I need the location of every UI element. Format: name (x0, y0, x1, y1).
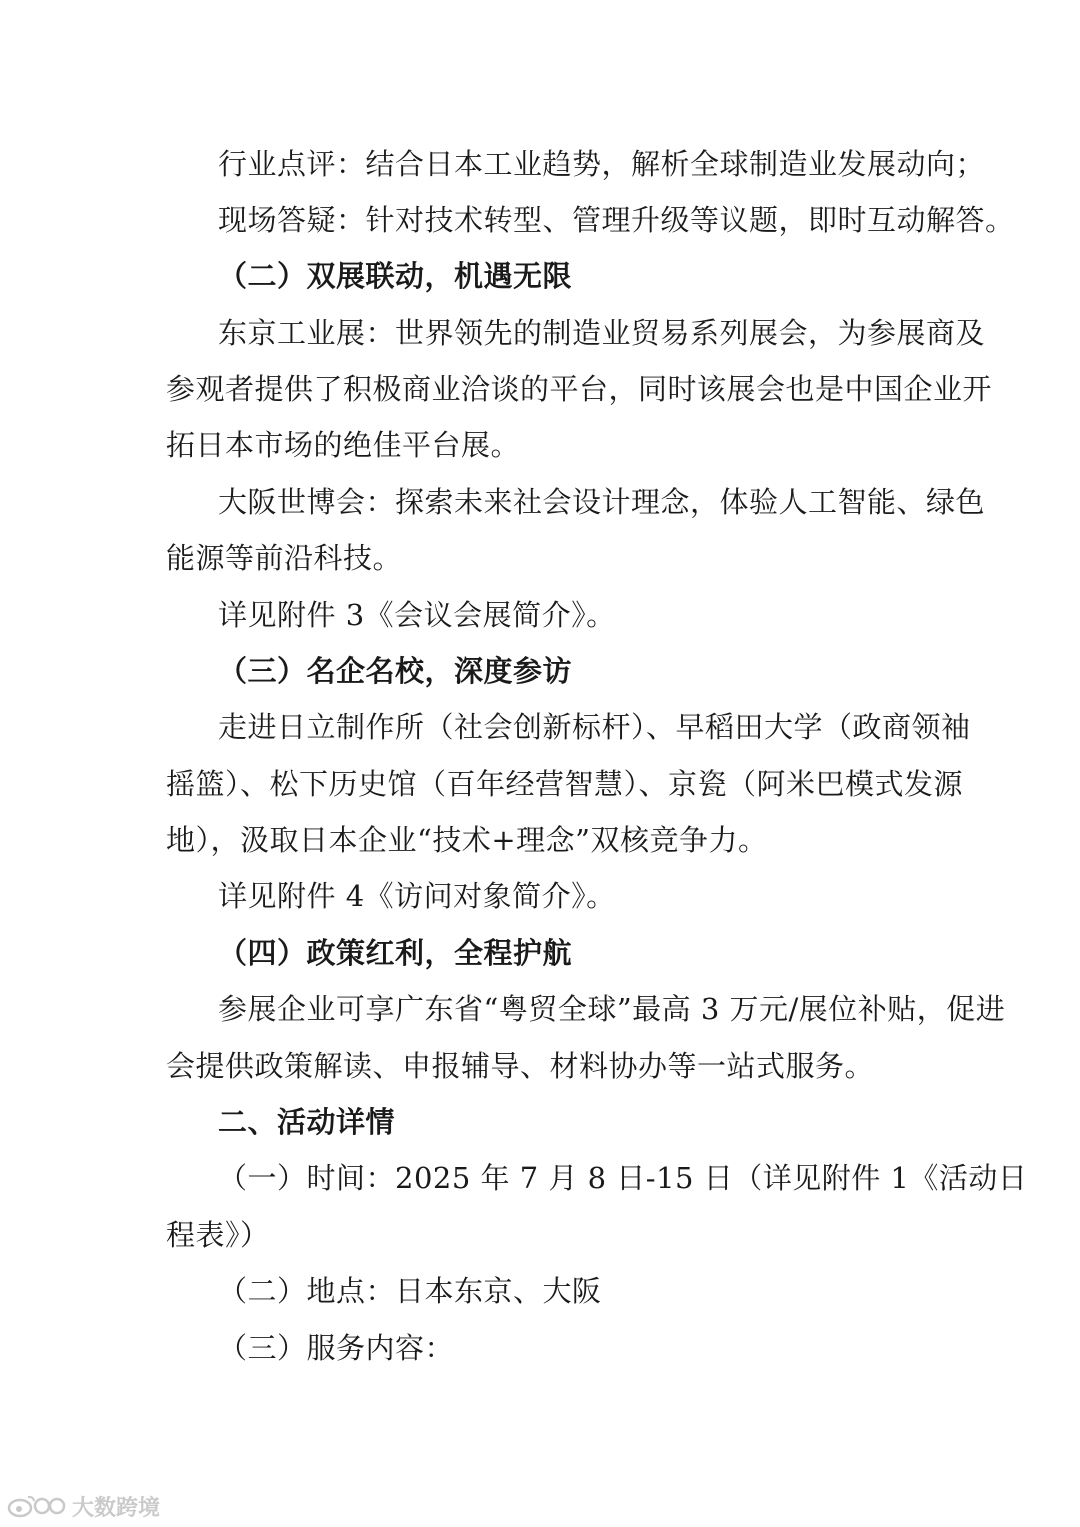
text-line: 走进日立制作所（社会创新标杆）、早稻田大学（政商领袖 (218, 710, 971, 744)
text-line: 参展企业可享广东省“粤贸全球”最高 3 万元/展位补贴，促进 (218, 992, 1006, 1026)
text-line: 大阪世博会：探索未来社会设计理念，体验人工智能、绿色 (218, 485, 986, 519)
text-line: （四）政策红利，全程护航 (218, 936, 573, 970)
text-line: 东京工业展：世界领先的制造业贸易系列展会，为参展商及 (218, 316, 986, 350)
weibo-logo-icon (6, 1492, 66, 1520)
text-line: （三）服务内容： (218, 1331, 455, 1365)
text-line: 地），汲取日本企业“技术+理念”双核竞争力。 (166, 823, 768, 857)
text-line: 二、活动详情 (218, 1105, 396, 1139)
text-line: 详见附件 4《访问对象简介》。 (218, 879, 616, 913)
text-line: （二）地点：日本东京、大阪 (218, 1274, 602, 1308)
text-line: 程表》） (166, 1218, 270, 1252)
text-line: 能源等前沿科技。 (166, 541, 403, 575)
text-line: 参观者提供了积极商业洽谈的平台，同时该展会也是中国企业开 (166, 372, 993, 406)
text-line: （一）时间：2025 年 7 月 8 日-15 日（详见附件 1《活动日 (218, 1161, 1028, 1195)
text-line: 行业点评：结合日本工业趋势，解析全球制造业发展动向； (218, 147, 986, 181)
text-line: 详见附件 3《会议会展简介》。 (218, 598, 616, 632)
text-line: 现场答疑：针对技术转型、管理升级等议题，即时互动解答。 (218, 203, 1015, 237)
text-line: （二）双展联动，机遇无限 (218, 259, 573, 293)
text-line: 会提供政策解读、申报辅导、材料协办等一站式服务。 (166, 1049, 875, 1083)
text-line: 拓日本市场的绝佳平台展。 (166, 428, 521, 462)
watermark (6, 1491, 160, 1521)
watermark-text: 大数跨境 (72, 1495, 161, 1521)
text-line: 摇篮）、松下历史馆（百年经营智慧）、京瓷（阿米巴模式发源 (166, 767, 964, 801)
text-line: （三）名企名校，深度参访 (218, 654, 573, 688)
